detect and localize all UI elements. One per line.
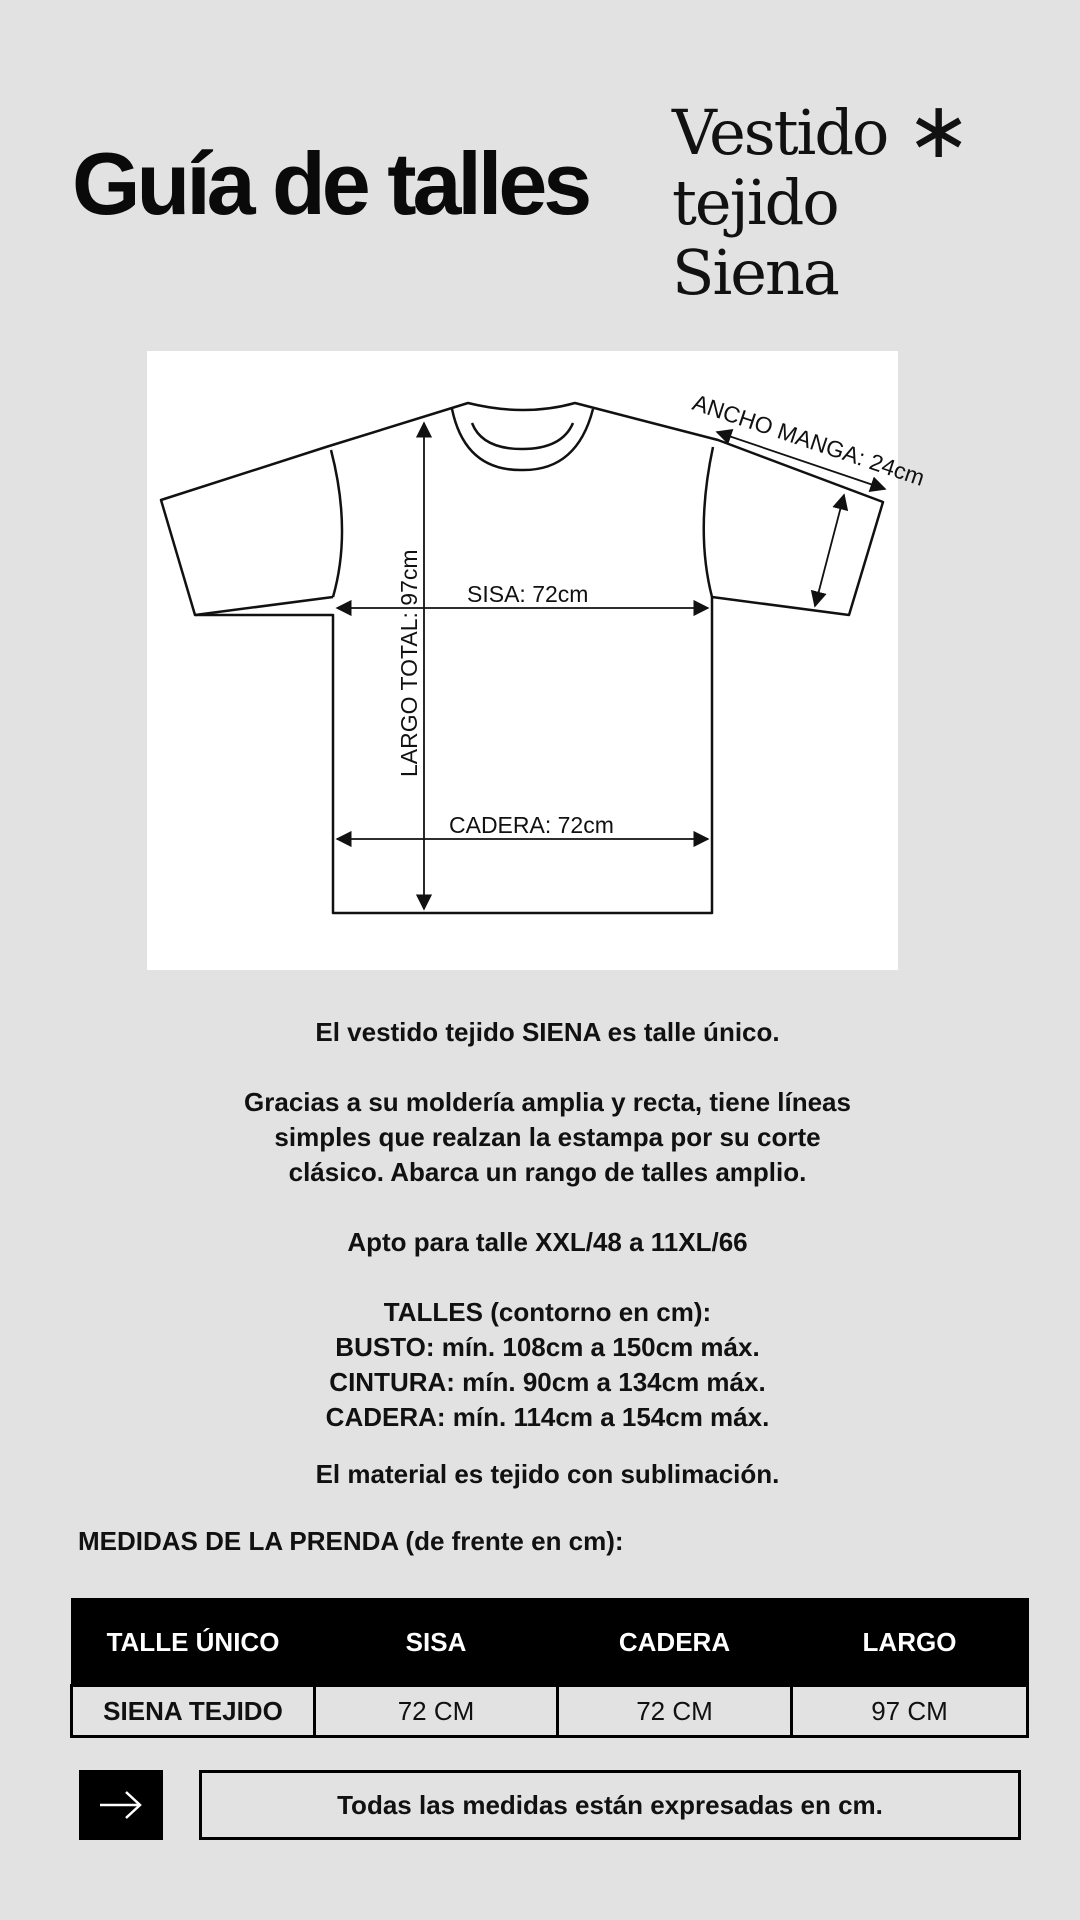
asterisk-icon: ∗ (906, 86, 972, 176)
product-name-line-1: Vestido (672, 96, 888, 169)
diagram-label-largo: LARGO TOTAL: 97cm (396, 549, 422, 777)
description-intro: El vestido tejido SIENA es talle único. (315, 1017, 780, 1047)
column-header: LARGO (792, 1599, 1028, 1686)
table-cell: 72 CM (558, 1686, 792, 1737)
table-caption: MEDIDAS DE LA PRENDA (de frente en cm): (78, 1526, 624, 1556)
page-title: Guía de talles (72, 134, 589, 233)
size-table (70, 1598, 1029, 1738)
size-range: Apto para talle XXL/48 a 11XL/66 (347, 1227, 748, 1257)
cintura-range: CINTURA: mín. 90cm a 134cm máx. (329, 1367, 766, 1397)
description-line: Gracias a su moldería amplia y recta, tiene líneas (244, 1087, 851, 1117)
table-cell: 72 CM (315, 1686, 558, 1737)
garment-neckline-inner (472, 423, 573, 449)
material-note: El material es tejido con sublimación. (315, 1459, 780, 1489)
next-button[interactable] (79, 1770, 163, 1840)
arrow-right-icon (98, 1790, 144, 1820)
garment-diagram (147, 351, 928, 970)
talles-heading: TALLES (contorno en cm): (383, 1297, 712, 1327)
table-row (72, 1686, 1028, 1737)
diagram-label-cadera: CADERA: 72cm (449, 812, 614, 838)
table-header-row (72, 1599, 1028, 1686)
description-line: simples que realzan la estampa por su corte (274, 1122, 821, 1152)
sleeve-seam-right (704, 447, 713, 597)
column-header: CADERA (558, 1599, 792, 1686)
table-cell: 97 CM (792, 1686, 1028, 1737)
table-cell: SIENA TEJIDO (72, 1686, 315, 1737)
units-note-text: Todas las medidas están expresadas en cm. (337, 1789, 883, 1820)
column-header: SISA (315, 1599, 558, 1686)
garment-diagram-svg (147, 351, 928, 970)
description-line: clásico. Abarca un rango de talles amplio. (288, 1157, 807, 1187)
manga-width-arrow (815, 495, 844, 606)
product-description (140, 1015, 955, 1492)
sleeve-seam-left (331, 450, 342, 597)
diagram-label-ancho-manga: ANCHO MANGA: 24cm (689, 389, 928, 491)
product-name-line-2: tejido Siena (672, 166, 838, 309)
units-note (199, 1770, 1021, 1840)
column-header: TALLE ÚNICO (72, 1599, 315, 1686)
garment-neckline (452, 409, 593, 470)
busto-range: BUSTO: mín. 108cm a 150cm máx. (335, 1332, 760, 1362)
diagram-label-sisa: SISA: 72cm (467, 581, 589, 607)
cadera-range: CADERA: mín. 114cm a 154cm máx. (325, 1402, 770, 1432)
